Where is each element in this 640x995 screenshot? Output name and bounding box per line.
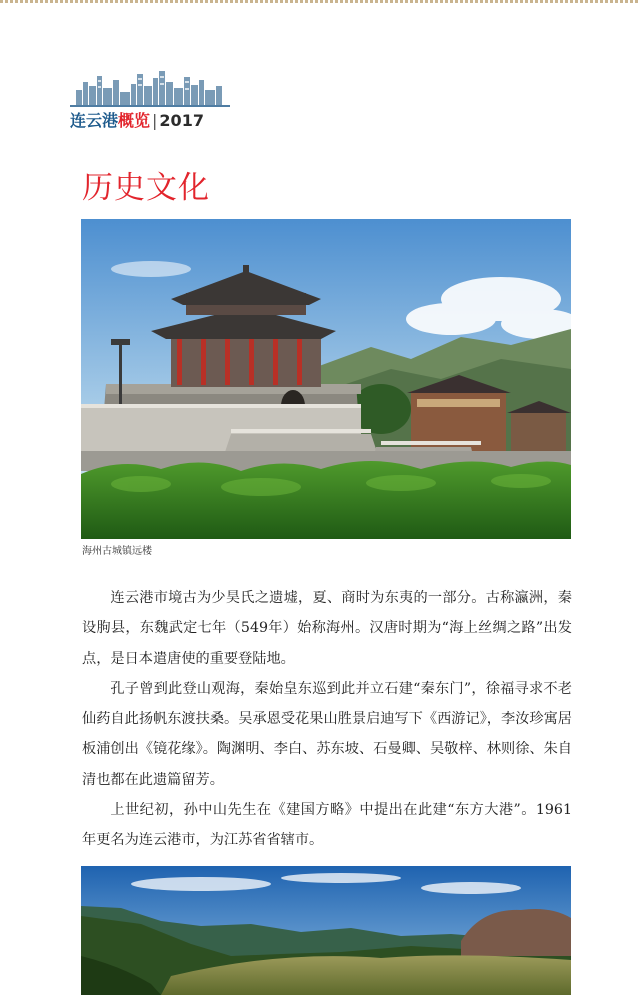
- article-paragraph: 上世纪初，孙中山先生在《建国方略》中提出在此建“东方大港”。1961年更名为连云港市，为江苏省省辖市。: [82, 802, 572, 849]
- article-body: [82, 583, 572, 856]
- logo-city-name: 连云港: [70, 111, 119, 130]
- logo-year: 2017: [159, 111, 204, 130]
- haizhou-gate-tower-photo: [81, 219, 571, 539]
- top-decorative-rule: [0, 0, 640, 3]
- landscape-photo: [81, 866, 571, 995]
- article-paragraph: 孔子曾到此登山观海，秦始皇东巡到此并立石建“秦东门”，徐福寻求不老仙药自此扬帆东渡扶桑。吴承恩受花果山胜景启迪写下《西游记》，李汝珍寓居板浦创出《镜花缘》。陶渊明、李白、苏东坡、石曼卿、吴敬梓、林则徐、朱自清也都在此遗篇留芳。: [82, 680, 572, 788]
- logo-wordmark: [70, 111, 204, 131]
- logo-overview: 概览: [118, 111, 151, 130]
- photo-caption: 海州古城镇远楼: [82, 546, 152, 557]
- header-logo: [70, 68, 230, 138]
- article-paragraph: 连云港市境古为少昊氏之遗墟，夏、商时为东夷的一部分。古称瀛洲，秦设朐县，东魏武定七年（549年）始称海州。汉唐时期为“海上丝绸之路”出发点，是日本遣唐使的重要登陆地。: [82, 590, 572, 667]
- section-title: 历史文化: [82, 170, 210, 206]
- logo-separator: |: [152, 111, 158, 130]
- city-skyline-icon: [70, 68, 230, 108]
